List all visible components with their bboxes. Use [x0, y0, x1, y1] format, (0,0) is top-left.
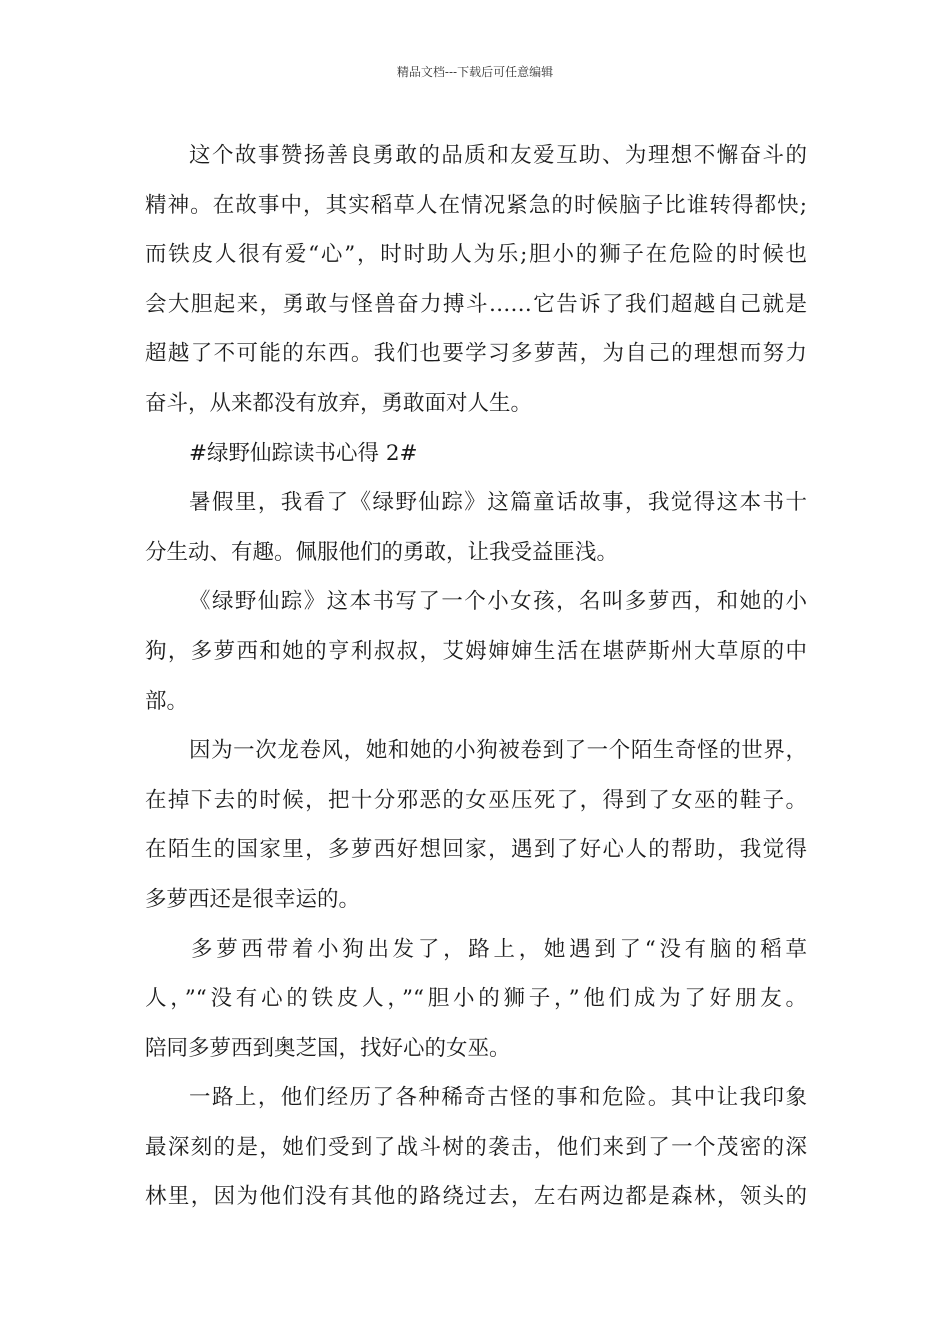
paragraph-6-line-1: 一路上，他们经历了各种稀奇古怪的事和危险。其中让我印象	[189, 1085, 807, 1111]
paragraph-1-line-6: 奋斗，从来都没有放弃，勇敢面对人生。	[145, 390, 533, 416]
paragraph-1-line-5: 超越了不可能的东西。我们也要学习多萝茜，为自己的理想而努力	[145, 341, 807, 367]
paragraph-3-line-3: 部。	[145, 688, 189, 714]
paragraph-5-line-1: 多萝西带着小狗出发了，路上，她遇到了“没有脑的稻草	[191, 936, 807, 962]
paragraph-4-line-4: 多萝西还是很幸运的。	[145, 886, 361, 912]
paragraph-4-line-2: 在掉下去的时候，把十分邪恶的女巫压死了，得到了女巫的鞋子。	[145, 787, 807, 813]
paragraph-6-line-3: 林里，因为他们没有其他的路绕过去，左右两边都是森林，领头的	[145, 1184, 807, 1210]
paragraph-1-line-1: 这个故事赞扬善良勇敢的品质和友爱互助、为理想不懈奋斗的	[189, 143, 807, 168]
paragraph-2-line-1: 暑假里，我看了《绿野仙踪》这篇童话故事，我觉得这本书十	[189, 490, 807, 516]
page-header: 精品文档---下载后可任意编辑	[396, 65, 554, 79]
paragraph-3-line-2: 狗，多萝西和她的亨利叔叔，艾姆婶婶生活在堪萨斯州大草原的中	[145, 638, 807, 664]
paragraph-3-line-1: 《绿野仙踪》这本书写了一个小女孩，名叫多萝西，和她的小	[189, 589, 807, 615]
paragraph-6-line-2: 最深刻的是，她们受到了战斗树的袭击，他们来到了一个茂密的深	[145, 1134, 807, 1160]
paragraph-1-line-3: 而铁皮人很有爱“心”，时时助人为乐;胆小的狮子在危险的时候也	[145, 242, 807, 268]
paragraph-2-line-2: 分生动、有趣。佩服他们的勇敢，让我受益匪浅。	[145, 539, 619, 565]
paragraph-5-line-3: 陪同多萝西到奥芝国，找好心的女巫。	[145, 1035, 511, 1061]
paragraph-1-line-2: 精神。在故事中，其实稻草人在情况紧急的时候脑子比谁转得都快;	[145, 192, 807, 218]
section-heading: #绿野仙踪读书心得 2#	[189, 440, 418, 466]
paragraph-4-line-1: 因为一次龙卷风，她和她的小狗被卷到了一个陌生奇怪的世界，	[189, 738, 807, 764]
document-body	[145, 131, 807, 1222]
paragraph-4-line-3: 在陌生的国家里，多萝西好想回家，遇到了好心人的帮助，我觉得	[145, 837, 807, 863]
paragraph-1-line-4: 会大胆起来，勇敢与怪兽奋力搏斗……它告诉了我们超越自己就是	[145, 291, 807, 317]
paragraph-5-line-2: 人，”“没有心的铁皮人，”“胆小的狮子，”他们成为了好朋友。	[145, 986, 807, 1012]
